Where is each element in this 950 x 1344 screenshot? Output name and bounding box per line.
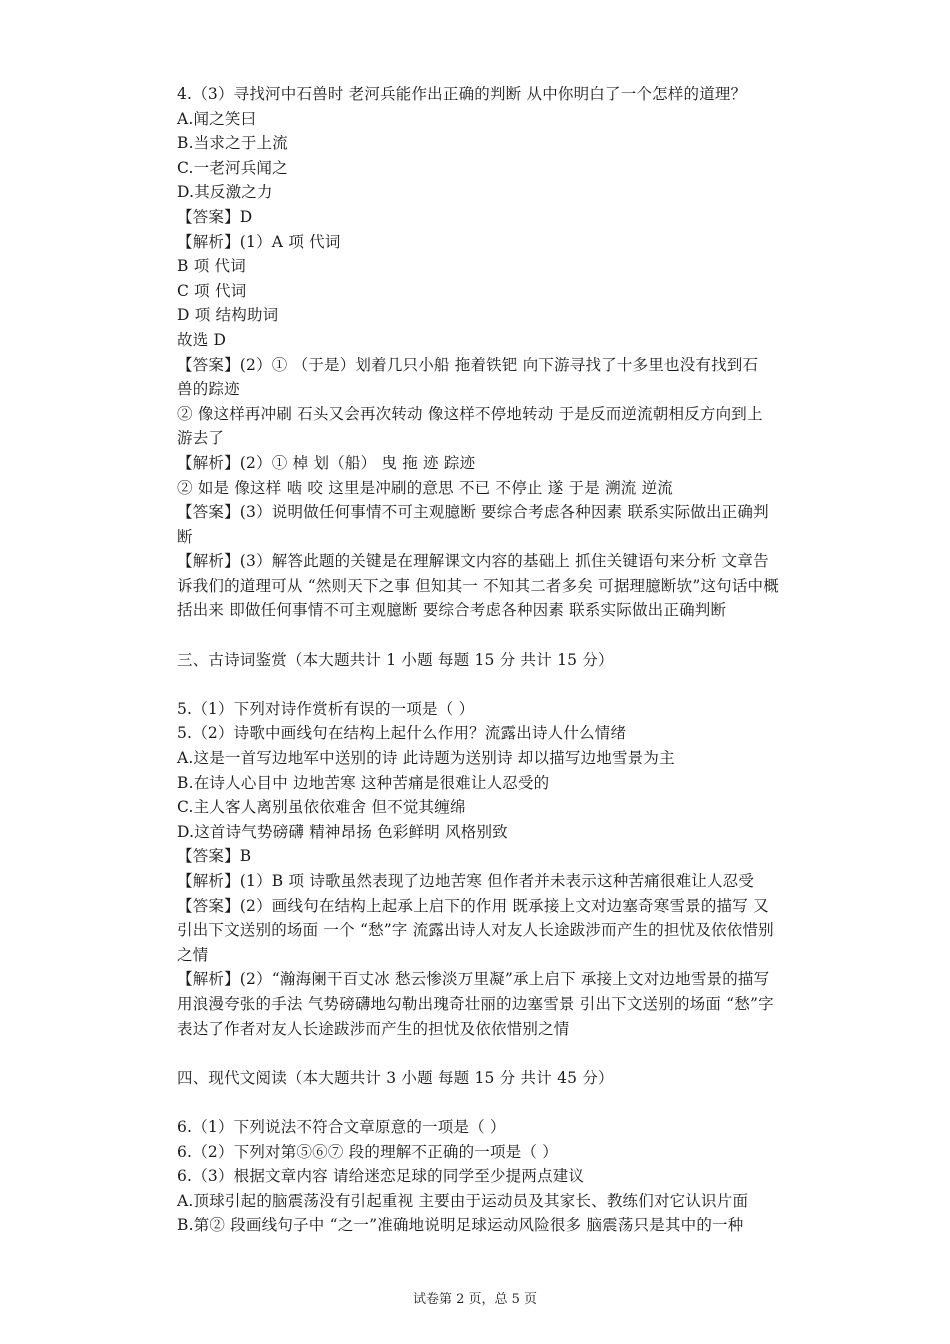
q6-1-question: 6.（1）下列说法不符合文章原意的一项是（ ）	[177, 1117, 506, 1136]
explanation-1-b: B 项 代词	[177, 257, 246, 276]
spacer	[177, 1090, 817, 1115]
page-footer: 试卷第 2 页，总 5 页	[412, 1292, 538, 1307]
option-a: A.这是一首写边地军中送别的诗 此诗题为送别诗 却以描写边地雪景为主	[177, 749, 675, 768]
page-content	[177, 82, 817, 1238]
q4-3-question: 4.（3）寻找河中石兽时 老河兵能作出正确的判断 从中你明白了一个怎样的道理？	[177, 85, 747, 103]
answer-2-line-1: 【答案】(2）画线句在结构上起承上启下的作用 既承接上文对边塞奇寒雪景的描写 又	[177, 896, 769, 915]
explanation-1-d: D 项 结构助词	[177, 306, 279, 325]
section-heading-4: 四、现代文阅读（本大题共计 3 小题 每题 15 分 共计 45 分）	[177, 1068, 614, 1087]
explanation-3-line-1: 【解析】(3）解答此题的关键是在理解课文内容的基础上 抓住关键语句来分析 文章告	[177, 552, 769, 571]
answer-2-line-2: 引出下文送别的场面 一个 “愁”字 流露出诗人对友人长途跋涉而产生的担忧及依依惜别	[177, 921, 774, 940]
answer-2-line-3: ② 像这样再冲刷 石头又会再次转动 像这样不停地转动 于是反而逆流朝相反方向到上	[177, 404, 763, 423]
explanation-1: 【解析】(1）A 项 代词	[177, 232, 341, 251]
explanation-2-line-2: ② 如是 像这样 啮 咬 这里是冲刷的意思 不已 不停止 遂 于是 溯流 逆流	[177, 478, 673, 497]
explanation-1-c: C 项 代词	[177, 281, 247, 300]
option-d: D.这首诗气势磅礴 精神昂扬 色彩鲜明 风格别致	[177, 822, 508, 841]
explanation-3-line-3: 括出来 即做任何事情不可主观臆断 要综合考虑各种因素 联系实际做出正确判断	[177, 601, 727, 620]
option-b: B.在诗人心目中 边地苦寒 这种苦痛是很难让人忍受的	[177, 773, 550, 792]
explanation-2-line-1: 【解析】(2）① 棹 划（船） 曳 拖 迹 踪迹	[177, 453, 476, 472]
q6-3-question: 6.（3）根据文章内容 请给迷恋足球的同学至少提两点建议	[177, 1167, 585, 1186]
answer-1: 【答案】D	[177, 207, 253, 226]
q5-1-question: 5.（1）下列对诗作赏析有误的一项是（ ）	[177, 699, 475, 718]
answer-2-line-1: 【答案】(2）① （于是）划着几只小船 拖着铁钯 向下游寻找了十多里也没有找到石	[177, 355, 759, 374]
option-c: C.主人客人离别虽依依难舍 但不觉其缠绵	[177, 798, 466, 817]
option-c: C.一老河兵闻之	[177, 158, 288, 177]
answer-2-line-2: 兽的踪迹	[177, 380, 240, 399]
option-a: A.顶球引起的脑震荡没有引起重视 主要由于运动员及其家长、教练们对它认识片面	[177, 1191, 749, 1210]
answer-2-line-4: 游去了	[177, 429, 225, 448]
explanation-2-line-1: 【解析】(2）“瀚海阑干百丈冰 愁云惨淡万里凝”承上启下 承接上文对边地雪景的描写	[177, 970, 770, 989]
option-a: A.闻之笑曰	[177, 109, 257, 128]
q5-2-question: 5.（2）诗歌中画线句在结构上起什么作用？流露出诗人什么情绪	[177, 724, 627, 743]
explanation-2-line-2: 用浪漫夸张的手法 气势磅礴地勾勒出瑰奇壮丽的边塞雪景 引出下文送别的场面 “愁”字	[177, 994, 774, 1013]
option-b: B.第② 段画线句子中 “之一”准确地说明足球运动风险很多 脑震荡只是其中的一种	[177, 1216, 744, 1235]
answer-1: 【答案】B	[177, 847, 252, 866]
spacer	[177, 672, 817, 697]
answer-2-line-3: 之情	[177, 945, 209, 964]
answer-3-line-1: 【答案】(3）说明做任何事情不可主观臆断 要综合考虑各种因素 联系实际做出正确判	[177, 503, 769, 522]
explanation-1-selection: 故选 D	[177, 330, 227, 349]
explanation-2-line-3: 表达了作者对友人长途跋涉而产生的担忧及依依惜别之情	[177, 1019, 570, 1038]
spacer	[177, 1041, 817, 1066]
spacer	[177, 623, 817, 648]
explanation-1: 【解析】(1）B 项 诗歌虽然表现了边地苦寒 但作者并未表示这种苦痛很难让人忍受	[177, 872, 755, 890]
option-d: D.其反激之力	[177, 183, 273, 202]
section-heading-3: 三、古诗词鉴赏（本大题共计 1 小题 每题 15 分 共计 15 分）	[177, 650, 614, 669]
option-b: B.当求之于上流	[177, 134, 288, 153]
answer-3-line-2: 断	[177, 527, 193, 546]
explanation-3-line-2: 诉我们的道理可从 “然则天下之事 但知其一 不知其二者多矣 可据理臆断欤”这句话中概	[177, 576, 779, 595]
q6-2-question: 6.（2）下列对第⑤⑥⑦ 段的理解不正确的一项是（ ）	[177, 1142, 558, 1161]
